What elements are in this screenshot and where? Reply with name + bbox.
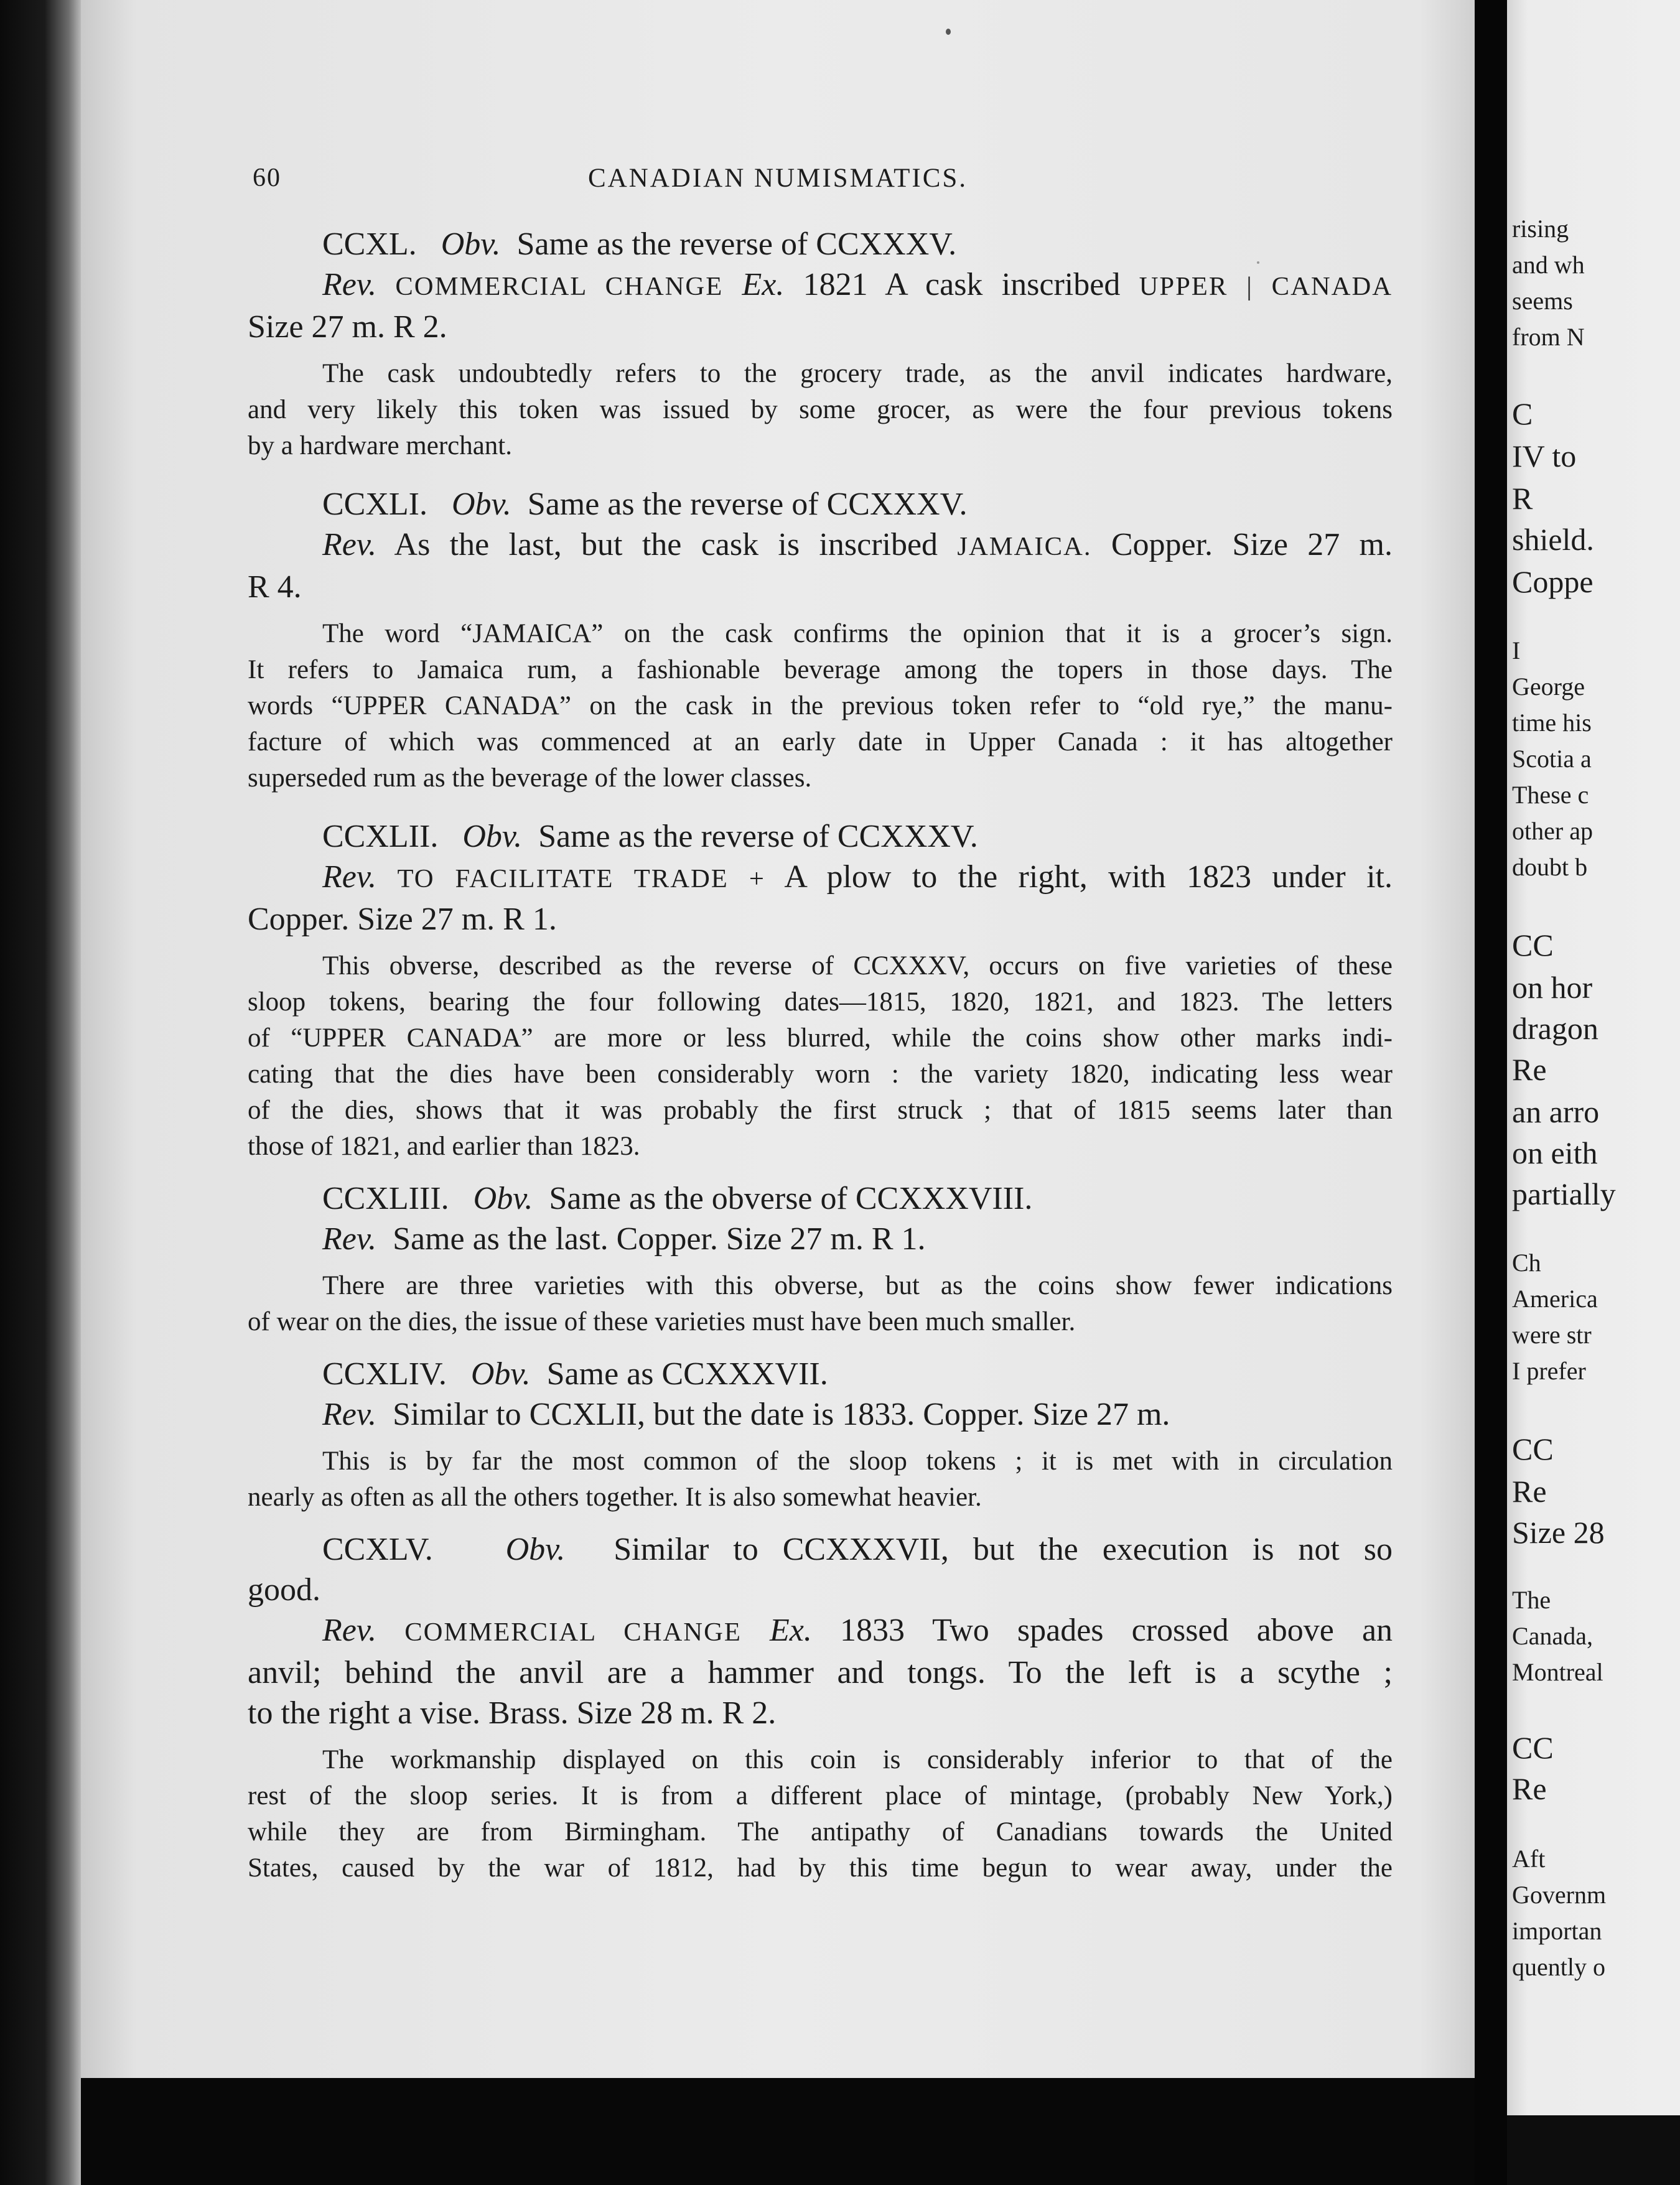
- obverse-description: Same as the reverse of CCXXXV.: [538, 819, 978, 854]
- reverse-line: [248, 857, 1393, 899]
- commentary-line: of wear on the dies, the issue of these varieties must have been much smaller.: [248, 1307, 1076, 1336]
- entry-number: CCXLII.: [322, 819, 439, 854]
- facing-page-line: Coppe: [1512, 564, 1594, 599]
- commentary: [248, 1742, 1393, 1886]
- reverse-description: Similar to CCXLII, but the date is 1833. Copper. Size 27 m.: [393, 1397, 1170, 1432]
- facing-page-line: Size 28: [1512, 1515, 1605, 1550]
- reverse-label: Rev.: [322, 1613, 377, 1648]
- token-entry-ccxli: [248, 484, 1393, 796]
- obverse-label: Obv.: [441, 226, 501, 262]
- obverse-description: Same as CCXXXVII.: [546, 1356, 828, 1392]
- facing-page-line: rising: [1512, 215, 1569, 243]
- reverse-description: A cask inscribed: [885, 267, 1121, 302]
- commentary-line: of the dies, shows that it was probably the first struck ; that of 1815 seems later than: [248, 1096, 1393, 1125]
- commentary: [248, 356, 1393, 464]
- reverse-legend: COMMERCIAL CHANGE: [395, 272, 724, 301]
- reverse-line: [248, 1394, 1393, 1435]
- token-entry-ccxliii: [248, 1178, 1393, 1340]
- commentary-line: rest of the sloop series. It is from a different place of mintage, (probably New York,): [248, 1781, 1393, 1810]
- page-header: [81, 163, 1475, 200]
- facing-page-line: R: [1512, 481, 1533, 516]
- entry-number: CCXLV.: [322, 1532, 433, 1567]
- obverse-continuation: good.: [248, 1572, 320, 1608]
- facing-page-line: The: [1512, 1586, 1551, 1614]
- commentary-line: The cask undoubtedly refers to the grocery trade, as the anvil indicates hardware,: [322, 359, 1393, 388]
- reverse-continuation: anvil; behind the anvil are a hammer and tongs. To the left is a scythe ;: [248, 1655, 1393, 1690]
- facing-page-line: quently o: [1512, 1953, 1605, 1981]
- scan-left-edge: [0, 0, 81, 2185]
- commentary: [248, 1443, 1393, 1516]
- page-body: [248, 224, 1393, 1886]
- entry-number: CCXLI.: [322, 487, 427, 522]
- commentary-line: by a hardware merchant.: [248, 431, 513, 460]
- facing-page-line: Canada,: [1512, 1622, 1593, 1650]
- commentary-line: of “UPPER CANADA” are more or less blurred, while the coins show other marks indi-: [248, 1023, 1393, 1053]
- obverse-label: Obv.: [505, 1532, 566, 1567]
- commentary-line: superseded rum as the beverage of the lower classes.: [248, 763, 812, 793]
- facing-page-line: Montreal: [1512, 1658, 1603, 1686]
- commentary-line: States, caused by the war of 1812, had by this time begun to wear away, under the: [248, 1853, 1393, 1883]
- entry-heading: [248, 816, 1393, 857]
- commentary-line: This obverse, described as the reverse of CCXXXV, occurs on five varieties of these: [322, 951, 1393, 981]
- commentary-line: words “UPPER CANADA” on the cask in the previous token refer to “old rye,” the manu-: [248, 691, 1393, 720]
- facing-page-line: America: [1512, 1285, 1598, 1313]
- token-entry-ccxl: [248, 224, 1393, 464]
- exergue-label: Ex.: [742, 267, 785, 302]
- commentary-line: and very likely this token was issued by some grocer, as were the four previous tokens: [248, 395, 1393, 424]
- facing-page-line: importan: [1512, 1917, 1602, 1945]
- reverse-description: Same as the last. Copper. Size 27 m. R 1.: [393, 1221, 926, 1257]
- reverse-line: [248, 1219, 1393, 1259]
- commentary-line: cating that the dies have been considerably worn : the variety 1820, indicating less wear: [248, 1060, 1393, 1089]
- obverse-label: Obv.: [462, 819, 523, 854]
- facing-page-line: Re: [1512, 1474, 1547, 1509]
- entry-heading: [248, 1529, 1393, 1570]
- left-page: [81, 0, 1475, 2078]
- entry-heading: [248, 484, 1393, 524]
- reverse-label: Rev.: [322, 1221, 377, 1257]
- size-rarity-line: Size 27 m. R 2.: [248, 309, 447, 345]
- entry-heading: [248, 1354, 1393, 1394]
- facing-page-line: an arro: [1512, 1094, 1600, 1129]
- scan-speck: [946, 29, 951, 35]
- scan-speck: [1257, 261, 1259, 264]
- exergue-date: 1833: [839, 1613, 905, 1648]
- facing-page-line: and wh: [1512, 251, 1585, 279]
- reverse-line: [248, 524, 1393, 567]
- commentary-line: sloop tokens, bearing the four following dates—1815, 1820, 1821, and 1823. The letters: [248, 987, 1393, 1017]
- token-entry-ccxlii: [248, 816, 1393, 1165]
- running-title: CANADIAN NUMISMATICS.: [587, 164, 968, 193]
- facing-page-line: Ch: [1512, 1249, 1541, 1277]
- facing-page-line: CC: [1512, 1730, 1554, 1765]
- commentary-line: facture of which was commenced at an early date in Upper Canada : it has altogether: [248, 727, 1393, 757]
- facing-page-line: These c: [1512, 781, 1589, 809]
- commentary-line: those of 1821, and earlier than 1823.: [248, 1132, 640, 1161]
- facing-page-line: I prefer: [1512, 1357, 1586, 1385]
- page-number: 60: [253, 164, 281, 192]
- facing-page-line: Re: [1512, 1771, 1547, 1806]
- token-entry-ccxlv: [248, 1529, 1393, 1886]
- facing-page-fragment: [1507, 0, 1680, 2115]
- facing-page-line: on eith: [1512, 1135, 1598, 1170]
- entry-heading: [248, 1178, 1393, 1219]
- obverse-label: Obv.: [473, 1181, 533, 1216]
- token-entry-ccxliv: [248, 1354, 1393, 1516]
- facing-page-line: on hor: [1512, 970, 1593, 1005]
- reverse-label: Rev.: [322, 1397, 377, 1432]
- obverse-description: Same as the reverse of CCXXXV.: [527, 487, 968, 522]
- commentary-line: There are three varieties with this obverse, but as the coins show fewer indications: [322, 1271, 1393, 1300]
- entry-heading: [248, 224, 1393, 264]
- reverse-line: [248, 264, 1393, 307]
- facing-page-line: Governm: [1512, 1881, 1607, 1909]
- facing-page-line: from N: [1512, 323, 1585, 351]
- reverse-line: [248, 1610, 1393, 1652]
- book-gutter: [1475, 0, 1507, 2185]
- entry-number: CCXLIV.: [322, 1356, 447, 1392]
- reverse-description: A plow to the right, with 1823 under it.: [784, 859, 1393, 895]
- commentary-line: nearly as often as all the others together. It is also somewhat heavier.: [248, 1483, 982, 1512]
- commentary: [248, 616, 1393, 796]
- facing-page-line: Re: [1512, 1052, 1547, 1087]
- facing-page-line: George: [1512, 673, 1585, 701]
- metal-size: Copper. Size 27 m.: [1111, 527, 1393, 562]
- obverse-description: Same as the reverse of CCXXXV.: [516, 226, 957, 262]
- reverse-description: Two spades crossed above an: [932, 1613, 1393, 1648]
- commentary-line: The workmanship displayed on this coin is considerably inferior to that of the: [322, 1745, 1393, 1774]
- entry-number: CCXL.: [322, 226, 417, 262]
- facing-page-line: other ap: [1512, 817, 1593, 845]
- cask-inscription: JAMAICA.: [957, 532, 1092, 561]
- commentary: [248, 1268, 1393, 1340]
- facing-page-line: Scotia a: [1512, 745, 1592, 773]
- commentary-line: The word “JAMAICA” on the cask confirms the opinion that it is a grocer’s sign.: [322, 619, 1393, 648]
- exergue-date: 1821: [803, 267, 868, 302]
- facing-page-line: CC: [1512, 928, 1554, 962]
- facing-page-line: I: [1512, 636, 1521, 664]
- facing-page-line: partially: [1512, 1176, 1616, 1211]
- commentary-line: while they are from Birmingham. The antipathy of Canadians towards the United: [248, 1817, 1393, 1847]
- obverse-description: Same as the obverse of CCXXXVIII.: [549, 1181, 1033, 1216]
- cask-inscription: UPPER | CANADA: [1139, 272, 1393, 301]
- rarity-line: R 4.: [248, 569, 302, 605]
- facing-page-line: CC: [1512, 1432, 1554, 1466]
- reverse-label: Rev.: [322, 527, 377, 562]
- facing-page-line: time his: [1512, 709, 1592, 737]
- obverse-description: Similar to CCXXXVII, but the execution is not so: [614, 1532, 1393, 1567]
- commentary-line: This is by far the most common of the sloop tokens ; it is met with in circulation: [322, 1447, 1393, 1476]
- facing-page-line: dragon: [1512, 1011, 1598, 1046]
- facing-page-line: C: [1512, 396, 1533, 431]
- facing-page-line: shield.: [1512, 522, 1594, 557]
- facing-page-line: seems: [1512, 287, 1573, 315]
- commentary: [248, 948, 1393, 1165]
- reverse-label: Rev.: [322, 267, 377, 302]
- obverse-label: Obv.: [452, 487, 511, 522]
- metal-size-rarity-line: Copper. Size 27 m. R 1.: [248, 901, 557, 937]
- commentary-line: It refers to Jamaica rum, a fashionable beverage among the topers in those days. The: [248, 655, 1393, 684]
- obverse-label: Obv.: [470, 1356, 531, 1392]
- reverse-description: As the last, but the cask is inscribed: [394, 527, 938, 562]
- metal-size-rarity-line: to the right a vise. Brass. Size 28 m. R 2.: [248, 1695, 777, 1731]
- facing-page-line: Aft: [1512, 1845, 1546, 1873]
- exergue-label: Ex.: [770, 1613, 812, 1648]
- entry-number: CCXLIII.: [322, 1181, 449, 1216]
- reverse-label: Rev.: [322, 859, 377, 895]
- facing-page-line: were str: [1512, 1321, 1592, 1349]
- reverse-legend: COMMERCIAL CHANGE: [404, 1618, 742, 1647]
- facing-page-line: doubt b: [1512, 853, 1588, 881]
- scan-bottom-edge: [81, 2078, 1475, 2185]
- reverse-legend: TO FACILITATE TRADE +: [397, 864, 765, 893]
- facing-page-line: IV to: [1512, 439, 1577, 473]
